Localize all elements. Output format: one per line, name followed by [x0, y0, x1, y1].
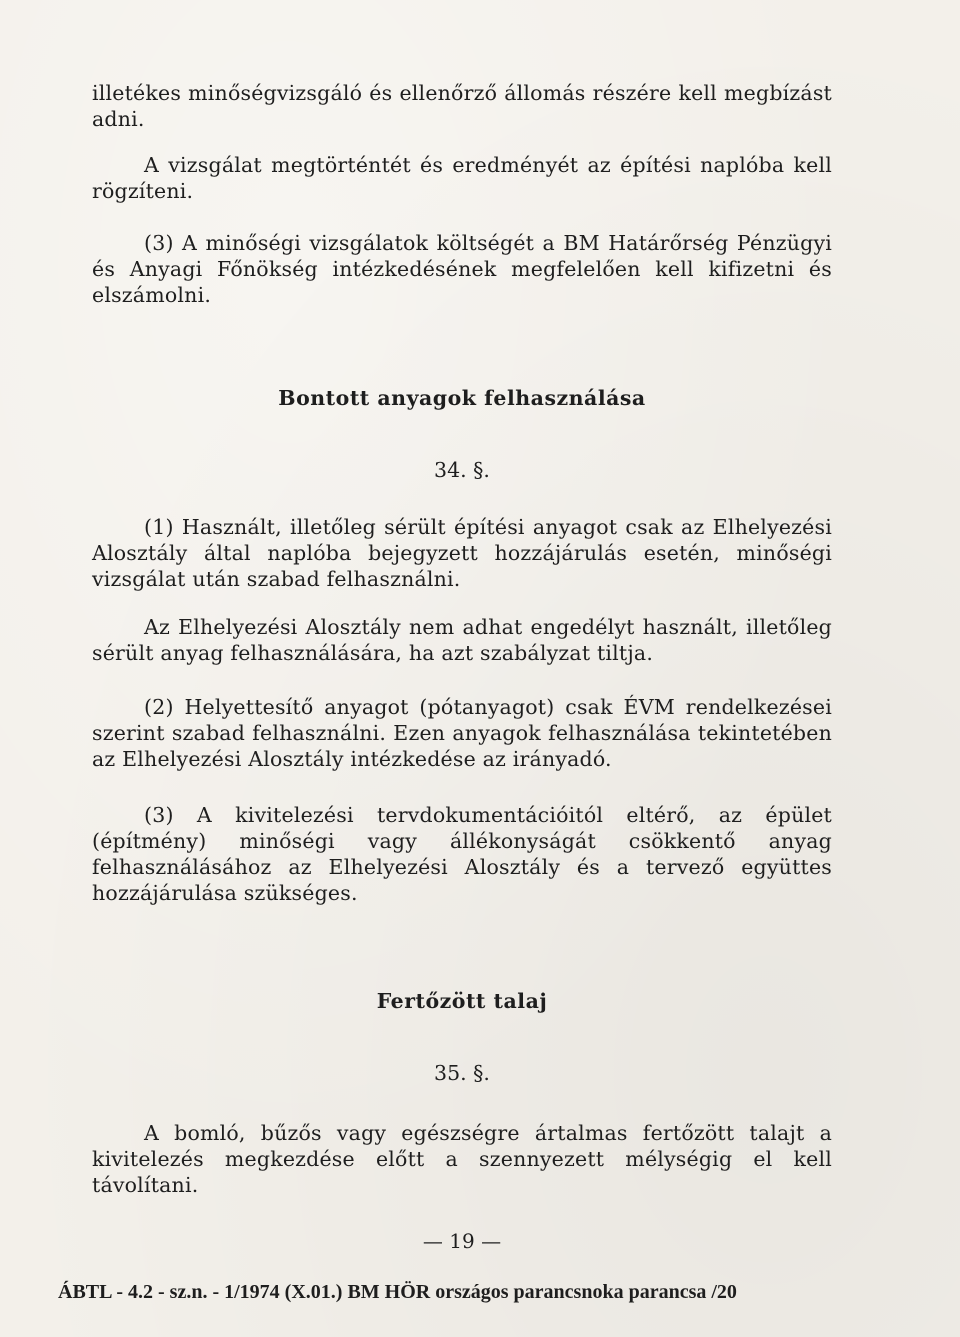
heading-used-materials: Bontott anyagok felhasználása	[278, 386, 646, 410]
paragraph-continuation: illetékes minőségvizsgáló és ellenőrző állomás részére kell megbízást adni.	[92, 81, 832, 131]
paragraph-34-1: (1) Használt, illetőleg sérült építési anyagot csak az Elhelyezési Alosztály által naplóba bejegyzett hozzájárulás esetén, minőségi vizsgálat után szabad felhasználni.	[92, 515, 832, 591]
paragraph-inspection-record: A vizsgálat megtörténtét és eredményét az építési naplóba kell rögzíteni.	[92, 153, 832, 203]
page-number: — 19 —	[422, 1229, 502, 1253]
paragraph-inspection-costs: (3) A minőségi vizsgálatok költségét a BM Határőrség Pénzügyi és Anyagi Főnökség intézkedésének megfelelően kell kifizetni és elszámolni.	[92, 231, 832, 307]
paragraph-35: A bomló, bűzős vagy egészségre ártalmas fertőzött talajt a kivitelezés megkezdése előtt a szennyezett mélységig el kell távolítani.	[92, 1121, 832, 1197]
paragraph-34-prohibition: Az Elhelyezési Alosztály nem adhat engedélyt használt, illetőleg sérült anyag felhasználására, ha azt szabályzat tiltja.	[92, 615, 832, 665]
heading-contaminated-soil: Fertőzött talaj	[376, 989, 548, 1013]
paragraph-34-3: (3) A kivitelezési tervdokumentációitól eltérő, az épület (építmény) minőségi vagy állékonyságát csökkentő anyag felhasználásához az Elhelyezési Alosztály és a tervező együttes hozzájárulása szükséges.	[92, 803, 832, 905]
archive-footer: ÁBTL - 4.2 - sz.n. - 1/1974 (X.01.) BM HÖR országos parancsnoka parancsa /20	[58, 1281, 737, 1303]
paragraph-34-2: (2) Helyettesítő anyagot (pótanyagot) csak ÉVM rendelkezései szerint szabad felhasználni. Ezen anyagok felhasználása tekintetében az Elhelyezési Alosztály intézkedése az irányadó.	[92, 695, 832, 771]
section-number-34: 34. §.	[434, 458, 490, 482]
section-number-35: 35. §.	[434, 1061, 490, 1085]
